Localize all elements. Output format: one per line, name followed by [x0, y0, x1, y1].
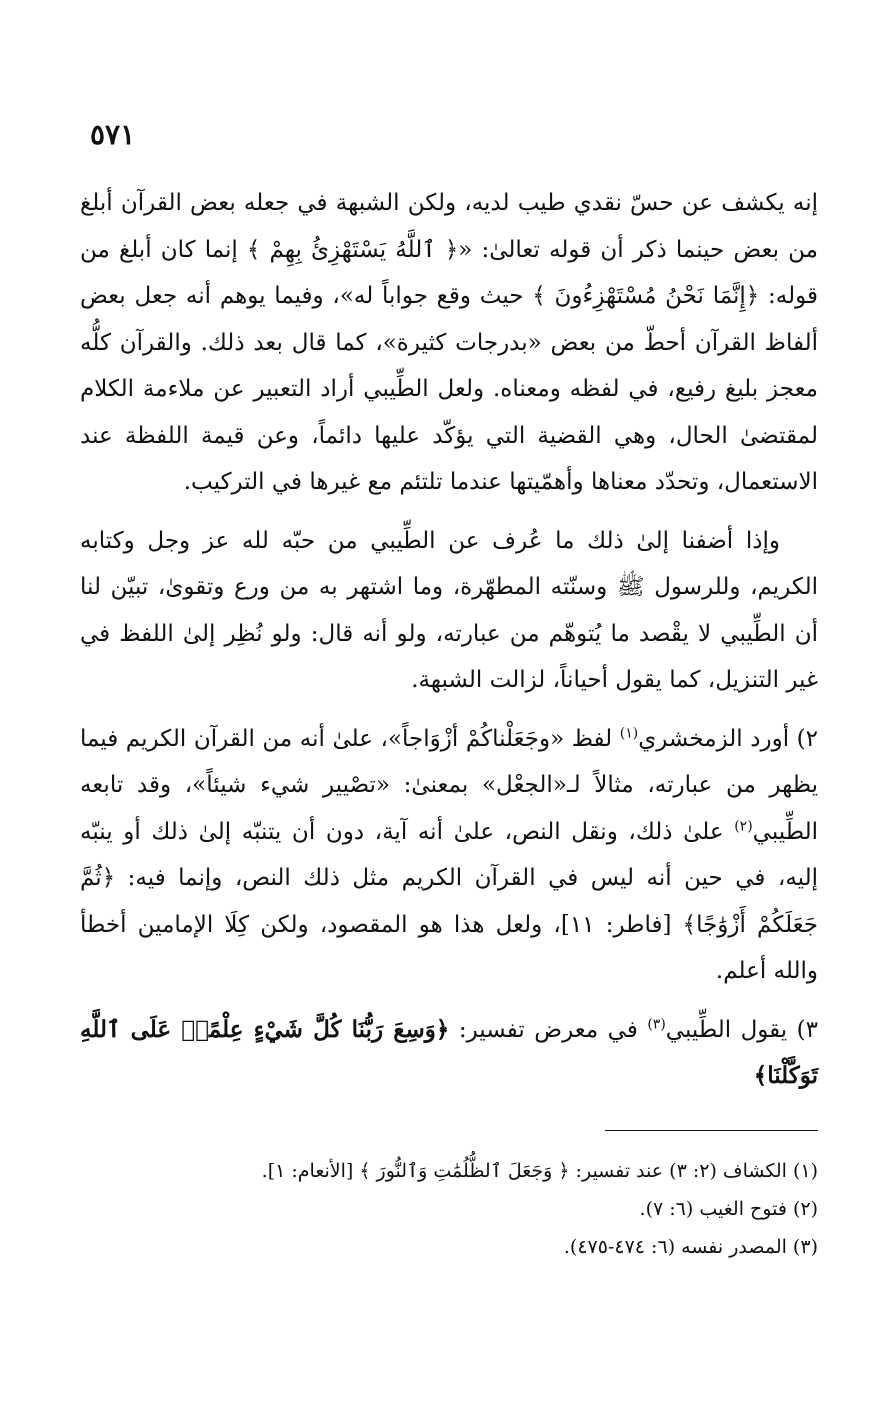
paragraph-3-middle: لفظ «وجَعَلْناكُمْ أزْوَاجاً»، علىٰ أنه من القرآن الكريم فيما يظهر من عبارته، مثالاً لـ«الجعْل» بمعنىٰ: «تصْيير شيء شيئاً»، وقد تابعه الطِّيبي — [80, 725, 818, 845]
footnote-divider — [605, 1130, 818, 1131]
paragraph-1: إنه يكشف عن حسّ نقدي طيب لديه، ولكن الشبهة في جعله بعض القرآن أبلغ من بعض حينما ذكر أن قوله تعالىٰ: «﴿ ٱللَّهُ يَسْتَهْزِئُ بِهِمْ ﴾ إنما كان أبلغ من قوله: ﴿إِنَّمَا نَحْنُ مُسْتَهْزِءُونَ ﴾ حيث وقع جواباً له»، وفيما يوهم أنه جعل بعض ألفاظ القرآن أحطّ من بعض «بدرجات كثيرة»، كما قال بعد ذلك. والقرآن كلُّه معجز بليغ رفيع، في لفظه ومعناه. ولعل الطِّيبي أراد التعبير عن ملاءمة الكلام لمقتضىٰ الحال، وهي القضية التي يؤكّد عليها دائماً، وعن قيمة اللفظة عند الاستعمال، وتحدّد معناها وأهمّيتها عندما تلتئم مع غيرها في التركيب. — [80, 190, 818, 495]
footnote-ref-2[interactable]: (٢) — [734, 817, 753, 834]
paragraph-4 — [80, 1007, 818, 1100]
footnote-3: (٣) المصدر نفسه (٦: ٤٧٤-٤٧٥). — [563, 1236, 818, 1258]
paragraph-3 — [80, 716, 818, 995]
paragraph-2: وإذا أضفنا إلىٰ ذلك ما عُرف عن الطِّيبي من حبّه لله عز وجل وكتابه الكريم، وللرسول ﷺ وسنّته المطهّرة، وما اشتهر به من ورع وتقوىٰ، تبيّن لنا أن الطِّيبي لا يقْصد ما يُتوهّم من عبارته، ولو أنه قال: ولو نُظِر إلىٰ اللفظ في غير التنزيل، كما يقول أحياناً، لزالت الشبهة. — [80, 527, 818, 693]
paragraph-3-lead: ٢) أورد الزمخشري — [638, 725, 818, 752]
page-number: ٥٧١ — [90, 118, 136, 151]
paragraph-3-tail: علىٰ ذلك، ونقل النص، علىٰ أنه آية، دون أن يتنبّه إلىٰ ذلك أو ينبّه إليه، في حين أنه ليس في القرآن الكريم مثل ذلك النص، وإنما فيه: ﴿ثُمَّ جَعَلَكُمْ أَزْوَٰجًا﴾ [فاطر: ١١]، ولعل هذا هو المقصود، ولكن كِلَا الإمامين أخطأ والله أعلم. — [80, 818, 818, 984]
paragraph-4-lead: ٣) يقول الطِّيبي — [665, 1016, 819, 1043]
main-text — [80, 180, 818, 1112]
footnote-1: (١) الكشاف (٢: ٣) عند تفسير: ﴿ وَجَعَلَ ٱلظُّلُمَٰتِ وَٱلنُّورَ ﴾ [الأنعام: ١]. — [261, 1160, 818, 1182]
footnote-2: (٢) فتوح الغيب (٦: ٧). — [639, 1198, 818, 1220]
footnotes — [80, 1152, 818, 1266]
footnote-ref-1[interactable]: (١) — [619, 724, 639, 741]
paragraph-4-middle: في معرض تفسير: — [449, 1016, 648, 1043]
footnote-ref-3[interactable]: (٣) — [647, 1015, 666, 1032]
quran-verse: ﴿وَسِعَ رَبُّنَا كُلَّ شَيْءٍ عِلْمًاۚ عَلَى ٱللَّهِ تَوَكَّلْنَا﴾ — [80, 1015, 818, 1089]
